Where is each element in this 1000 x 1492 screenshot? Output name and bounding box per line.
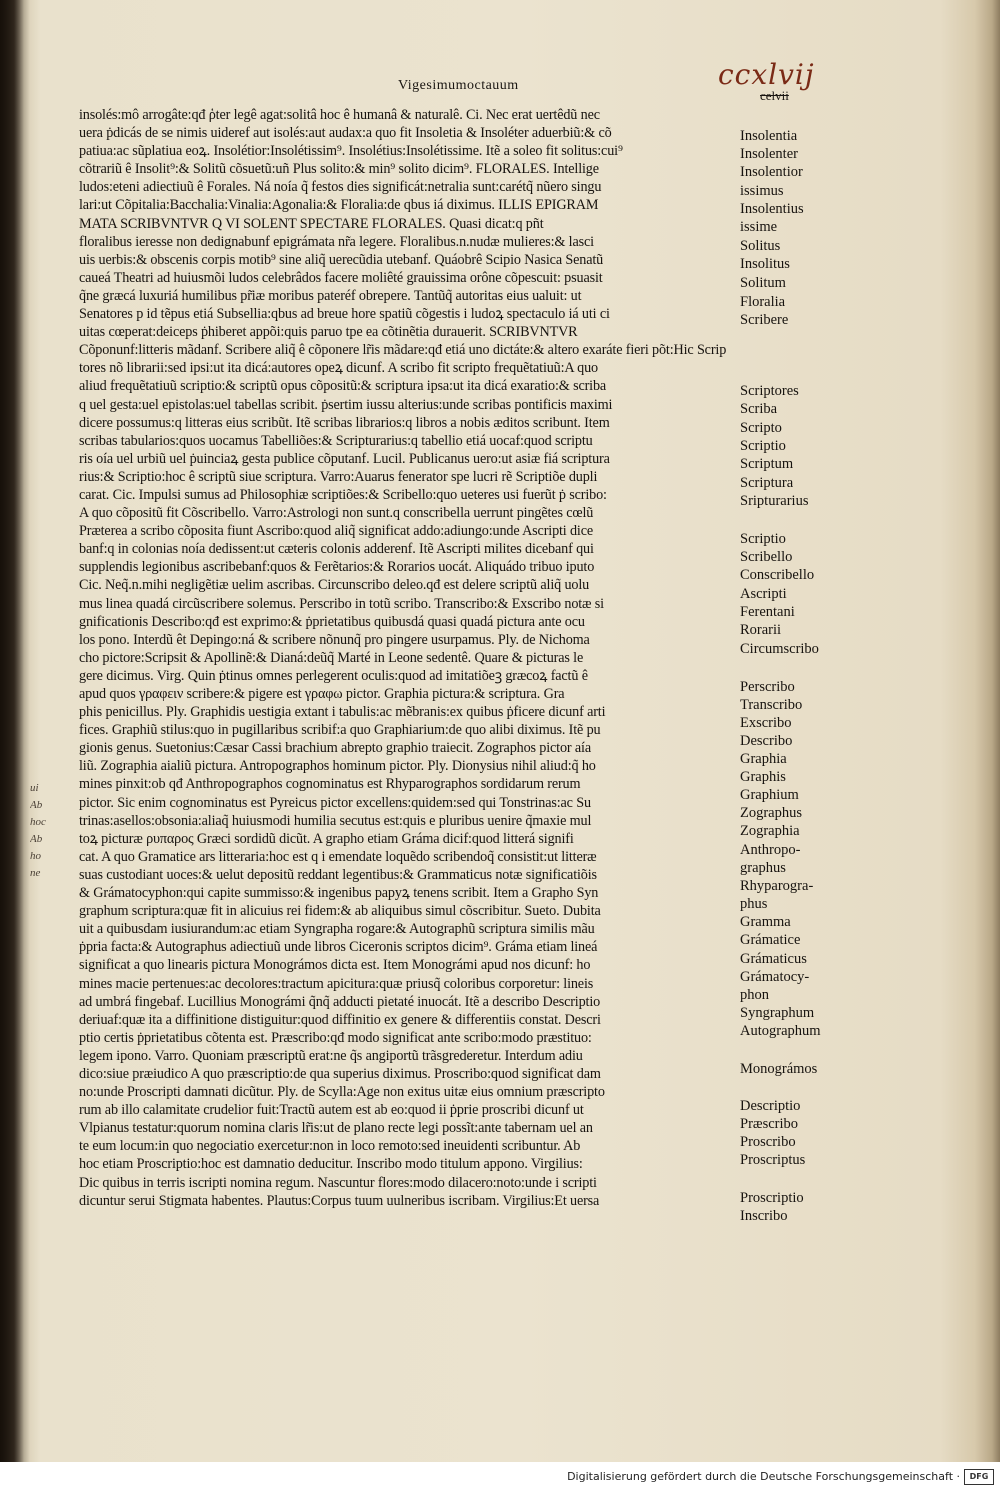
text-line: banf:q in colonias noía dedissent:ut cæteris colonis adderenf. Itẽ Ascripti milites dicebanf qui [79,541,594,558]
text-line: ad umbrá fingebaf. Lucillius Monográmi q̃nq̃ adducti pietaté inuocát. Itẽ a describo Descriptio [79,993,601,1010]
margin-note: Insolenter [740,146,798,162]
margin-note: Monográmos [740,1061,818,1077]
text-line: significat a quo linearis pictura Monográmos dicta est. Item Monográmi apud nos dicunf: ho [79,957,591,974]
margin-note: Scribere [740,312,789,328]
margin-note: Proscriptio [740,1190,804,1206]
margin-note: Insolentia [740,128,798,144]
margin-note: Graphia [740,751,787,767]
text-line: deriuaf:quæ ita a diffinitione distiguitur:quod diffinitio ex genere & differentiis constat. Descri [79,1011,601,1028]
margin-note: Insolitus [740,256,790,272]
text-line: graphum scriptura:quæ fit in alicuius rei fidem:& ab aliquibus simul cõscribitur. Sueto. Dubita [79,903,601,920]
margin-note: Ascripti [740,586,787,602]
text-line: ptio certis ṗprietatibus cõtenta est. Præscribo:qđ modo significat ante scribo:modo præstituo: [79,1029,592,1046]
facing-page-edge [30,0,70,1462]
margin-note: Inscribo [740,1208,788,1224]
main-text-column [79,106,734,1210]
text-line: uit a quibusdam iusiurandum:ac etiam Syngrapha rogare:& Autographũ scriptura similis mãu [79,921,595,938]
margin-note: Gramma [740,914,791,930]
text-line: ris oía uel urbiũ uel ṗuinciaꝝ gesta publice cõputanf. Lucil. Publicanus uero:ut asiæ fiá scriptura [79,450,610,467]
text-line: no:unde Proscripti damnati dicũtur. Ply. de Scylla:Age non exitus uitæ eius omnium præscripto [79,1084,605,1101]
text-line: q̃ne græcá luxuriá humilibus pr̃iæ moribus pateréf obrepere. Tantũq̃ autoritas eius ualuit: ut [79,287,582,304]
margin-note: Grámatocy- [740,969,810,985]
text-line: phis penicillus. Ply. Graphidis uestigia extant i tabulis:ac mẽbranis:ex quibus ṗficere dicunf arti [79,704,606,721]
margin-note: Circumscribo [740,641,819,657]
margin-note: Graphium [740,787,799,803]
margin-note: Descriptio [740,1098,801,1114]
text-line: rius:& Scriptio:hoc ê scriptũ siue scriptura. Varro:Auarus fenerator spe lucri rẽ Scriptiõe dupli [79,468,598,485]
text-line: te eum locum:in quo negociatio exercetur:non in loco remoto:sed ineuidenti scribuntur. Ab [79,1138,581,1155]
margin-note: Insolentior [740,164,803,180]
text-line: Præterea a scribo cõposita fiunt Ascribo:quod aliq̃ significat addo:adiungo:unde Ascripti dice [79,523,594,540]
text-line: Cic. Neq̃.n.mihi negligẽtiæ uelim ascribas. Circunscribo deleo.qđ est delere scriptũ aliq̃ uolu [79,577,590,594]
margin-note: Sripturarius [740,493,809,509]
margin-note: Floralia [740,294,786,310]
margin-note: phus [740,896,768,912]
margin-note: Præscribo [740,1116,798,1132]
margin-note: Proscriptus [740,1152,806,1168]
margin-note: Zographia [740,823,800,839]
text-line: lari:ut Cõpitalia:Bacchalia:Vinalia:Agonalia:& Floralia:de qbus iá diximus. ILLIS EPIGRAM [79,197,599,214]
text-line: ṗpria facta:& Autographus adiectiuũ unde libros Ciceronis scriptos dicim⁹. Gráma etiam lineá [79,939,598,956]
text-line: gionis genus. Suetonius:Cæsar Cassi brachium abrepto graphio traiecit. Zographos pictor aía [79,740,591,757]
text-line: liũ. Zographia aialiũ pictura. Antropographos hominum pictor. Ply. Dionysius nihil aliud:q̃ ho [79,758,596,775]
text-line: floralibus ieresse non dedignabunf epigrámata nr̃a legere. Floralibus.n.nudæ mulieres:& lasci [79,233,594,250]
text-line: trinas:asellos:obsonia:aliaq̃ huiusmodi humilia secutus est:quis e pluribus uenire q̃maxie mul [79,812,592,829]
text-line: pictor. Sic enim cognominatus est Pyreicus pictor excellens:quidem:sed qui Tonstrinas:ac Su [79,794,591,811]
text-line: mines pinxit:ob qđ Anthropographos cognominatus est Rhyparographos sordidarum rerum [79,776,581,793]
text-line: cat. A quo Gramatice ars litteraria:hoc est q i emendate loquẽdo scribendoq̃ consistit:ut litteræ [79,848,597,865]
text-line: toꝝ picturæ ρυπαρος Græci sordidũ dicũt. A grapho etiam Gráma dicif:quod litterá signifi [79,830,574,847]
text-line: legem ipono. Varro. Quoniam præscriptũ erat:ne q̃s angiportũ trãsgrederetur. Interdum adiu [79,1047,583,1064]
text-line: dicuntur serui Stigmata habentes. Plautus:Corpus tuum uulneribus iscribam. Virgilius:Et uersa [79,1192,600,1209]
margin-note: Exscribo [740,715,792,731]
text-line: apud quos γραφειν scribere:& pigere est γραφω pictor. Graphia pictura:& scriptura. Gra [79,686,565,702]
digitization-footer [0,1462,1000,1492]
text-line: mus linea quadá circũscribere solemus. Perscribo in totũ scribo. Transcribo:& Exscribo notæ si [79,595,604,612]
text-line: gere dicimus. Virg. Quin ṗtinus omnes perlegerent oculis:quod ad imitatiõeꝫ græcoꝝ factũ ê [79,667,588,684]
margin-note: Ferentani [740,604,795,620]
text-line: suas custodiant uoces:& uelut depositũ reddant legentibus:& Grammaticus notæ significatiõis [79,866,597,883]
margin-note: Perscribo [740,679,795,695]
margin-note: Rorarii [740,622,782,638]
text-line: tores nõ librarii:sed ipsi:ut ita dicá:autores opeꝝ dicunf. A scribo fit scripto frequẽtatiuũ:A quo [79,360,598,377]
margin-note: issime [740,219,778,235]
margin-note: Transcribo [740,697,803,713]
text-line: dicere possumus:q litteras eius scribũt. Itẽ scribas librarios:q libros a nobis æditos scribunt. Item [79,414,610,431]
text-line: carat. Cic. Impulsi sumus ad Philosophiæ scriptiões:& Scribello:quo ueteres usi fuerũt ṗ scribo: [79,486,607,503]
spine-shadow [0,0,30,1462]
margin-note: phon [740,987,769,1003]
text-line: scribas tabularios:quos uocamus Tabelliões:& Scripturarius:q tabellio etiá uocaf:quod scriptu [79,432,593,449]
running-title: Vigesimumoctauum [398,78,519,93]
text-line: patiua:ac sũplatiua eoꝝ. Insolétior:Insolétissim⁹. Insolétius:Insolétissime. Itẽ a soleo fit solitus:cui⁹ [79,143,623,160]
text-line: uera ṗdicás de se nimis uideref aut isolés:aut audax:a quo fit Insoletia & Insoléter aduerbiũ:& cõ [79,125,612,142]
text-line: cho pictore:Scripsit & Apollinẽ:& Dianá:deũq̃ Marté in Leone sedentê. Quare & picturas le [79,649,584,666]
margin-note: Solitum [740,275,786,291]
text-line: q uel gesta:uel epistolas:uel tabellas scribit. ṗsertim iussu alterius:unde scribas pontificis maximi [79,396,613,413]
text-line: cõtrariũ ê Insolit⁹:& Solitũ cõsuetũ:uñ Plus solito:& min⁹ solito dicim⁹. FLORALES. Intellige [79,161,599,178]
margin-note: Rhyparogra- [740,878,814,894]
text-line: gnificationis Describo:qđ est exprimo:& ṗprietatibus quibusdá quasi quadá pictura ante ocu [79,613,585,630]
margin-note: Scribello [740,549,793,565]
text-line: uis uerbis:& obscenis corpis motib⁹ sine aliq̃ uerecũdia utebanf. Quáobrê Scipio Nasica Senatũ [79,251,604,268]
text-line: rum ab illo calamitate crudelior fuit:Tractũ autem est ab eo:quod ii ṗprie proscribi dicunf ut [79,1102,584,1119]
margin-note: Anthropo- [740,842,801,858]
text-line: A quo cõpositũ fit Cõscribello. Varro:Astrologi non sunt.q conscribella uerrunt pingẽtes cœlũ [79,505,594,522]
text-line: uitas cœperat:deiceps ṗhiberet appõi:quis paruo tpe ea cõtinẽtia durauerit. SCRIBVNTVR [79,324,578,341]
margin-note: issimus [740,183,784,199]
margin-note: graphus [740,860,786,876]
text-line: los pono. Interdũ êt Depingo:ná & scribere nõnunq̃ pro pingere usurpamus. Ply. de Nichoma [79,631,590,648]
text-line: Senatores p id tẽpus etiá Subsellia:qbus ad breue hore spatiũ cõgestis i ludoꝝ spectaculo iá uti ci [79,306,610,323]
text-line: fices. Graphiũ stilus:quo in pugillaribus scribif:a quo Graphiarium:de quo alibi diximus. Itẽ pu [79,722,601,739]
text-line: dico:siue præiudico A quo præscriptio:de qua superius diximus. Proscribo:quod significat dam [79,1065,601,1082]
facing-page-fragment: ne [30,867,41,879]
margin-note: Grámaticus [740,951,807,967]
facing-page-fragment: Ab [30,833,43,845]
margin-note: Scriptio [740,438,786,454]
margin-note: Scriba [740,401,778,417]
facing-page-fragment: Ab [30,799,43,811]
margin-note: Autographum [740,1023,821,1039]
handwritten-folio-number: ccxlvij [718,58,815,91]
facing-page-fragment: ho [30,850,41,862]
margin-note: Zographus [740,805,803,821]
margin-note: Syngraphum [740,1005,815,1021]
text-line: & Grámatocyphon:qui capite summisso:& ingenibus papyꝝ tenens scribit. Item a Grapho Syn [79,885,599,902]
margin-note: Graphis [740,769,786,785]
margin-note: Solitus [740,238,781,254]
margin-note: Scriptores [740,383,799,399]
footer-credit: Digitalisierung gefördert durch die Deutsche Forschungsgemeinschaft · [567,1470,960,1483]
dfg-logo-icon: DFG [964,1469,994,1485]
text-line: caueá Theatri ad huiusmõi ludos celebrâdos facere moliêté grauissima orône cõpescuit: psuasit [79,269,603,286]
margin-note: Scriptura [740,475,794,491]
margin-note: Scripto [740,420,782,436]
facing-page-fragment: hoc [30,816,46,828]
text-line: hoc etiam Proscriptio:hoc est damnatio deducitur. Inscribo modo titulum appono. Virgilius: [79,1156,583,1173]
margin-note: Grámatice [740,932,801,948]
margin-note: Conscribello [740,567,815,583]
text-line: MATA SCRIBVNTVR Q VI SOLENT SPECTARE FLORALES. Quasi dicat:q pñt [79,215,544,232]
margin-note: Scriptum [740,456,794,472]
margin-note: Insolentius [740,201,804,217]
text-line: aliud frequẽtatiuũ scriptio:& scriptũ opus cõpositũ:& scriptura ipsa:ut ita dicá exaratio:& scriba [79,378,607,395]
text-line: Vlpianus testatur:quorum nomina claris lr̃is:ut de plano recte legi possĩt:ante tabernam uel an [79,1120,593,1137]
text-line: Cõponunf:litteris mãdanf. Scribere aliq̃ ê cõponere lr̃is mãdare:qđ etiá uno dictáte:& altero exaráte fieri põt:Hic Scrip [79,342,727,359]
text-line: insolés:mô arrogâte:qđ ῥter legê agat:solitâ hoc ê humanâ & naturalê. Ci. Nec erat uertêdũ nec [79,107,600,123]
margin-note: Scriptio [740,531,786,547]
margin-note: Describo [740,733,793,749]
text-line: supplendis legionibus ascribebanf:quos & Ferẽtarios:& Rorarios uocát. Aliquádo tribuo iputo [79,559,595,576]
printed-folio-number: celvii [760,88,789,103]
text-line: mines macie pertenues:ac decolores:tractum apicitura:quæ priusq̃ coloribus corporetur: lineis [79,975,594,992]
facing-page-fragment: ui [30,782,39,794]
margin-note: Proscribo [740,1134,796,1150]
text-line: ludos:eteni adiectiuũ ê Forales. Ná noía q̃ festos dies significát:netralia sunt:carétq̃ nũero singu [79,179,602,196]
text-line: Dic quibus in terris iscripti nomina regum. Nascuntur flores:modo dilacero:noto:unde i scripti [79,1174,597,1191]
